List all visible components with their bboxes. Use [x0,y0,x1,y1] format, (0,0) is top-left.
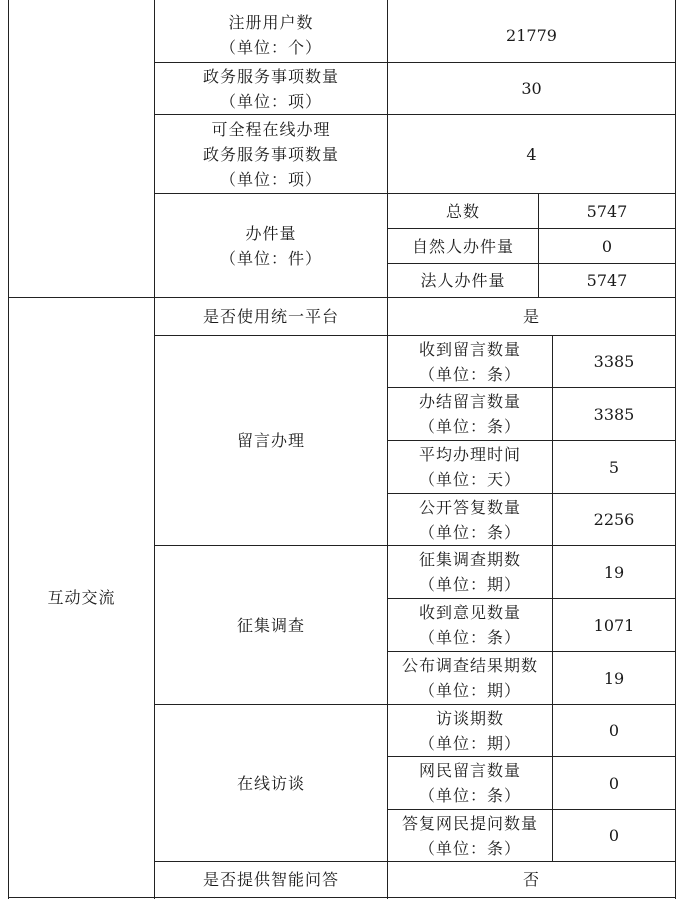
volume-legal-person-value [539,264,675,297]
unit-text: （单位：条） [418,628,521,647]
volume-label [155,194,387,297]
unit-text: （单位：条） [418,364,521,384]
value-text: 3385 [593,404,635,424]
label-text: 公开答复数量 [418,497,521,517]
value-text: 19 [603,668,625,688]
label-text: 自然人办件量 [411,236,514,256]
label-text: 公布调查结果期数 [401,656,538,675]
value-text: 5 [608,457,620,477]
label-text: 留言办理 [236,431,305,450]
unit-text: （单位：个） [219,38,322,57]
value-text: 1071 [593,615,635,635]
value-text: 30 [521,79,542,98]
online-items-label [155,115,387,193]
unit-text: （单位：条） [418,838,521,858]
label-text: 政务服务事项数量 [202,144,339,164]
volume-natural-person-value [539,229,675,263]
volume-total-value [539,194,675,228]
value-text: 否 [522,870,540,889]
label-text: 总数 [445,201,480,221]
table-border-right [675,0,676,899]
value-text: 5747 [586,201,628,221]
interview-label [155,705,387,861]
volume-total-label [388,194,538,228]
messages-label [155,336,387,545]
unified-platform-value [388,298,675,335]
value-text: 2256 [593,510,635,529]
messages-public-replies-label [388,494,552,545]
label-text: 收到意见数量 [418,603,521,622]
label-text: 政务服务事项数量 [202,66,339,86]
service-items-value [388,63,675,114]
label-text: 收到留言数量 [418,339,521,359]
value-text: 4 [526,144,537,164]
unit-text: （单位：条） [418,417,521,436]
value-text: 0 [608,826,620,845]
messages-closed-label [388,388,552,440]
label-text: 可全程在线办理 [211,119,331,139]
interaction-category-label [9,298,154,897]
unit-text: （单位：件） [219,248,322,268]
unit-text: （单位：项） [219,169,322,189]
interview-replies-value [553,810,675,861]
unit-text: （单位：期） [418,681,521,700]
value-text: 是 [522,307,540,326]
survey-periods-value [553,546,675,598]
value-text: 3385 [593,352,635,371]
interview-netizen-messages-label [388,757,552,809]
value-text: 19 [603,562,625,582]
interview-netizen-messages-value [553,757,675,809]
value-text: 21779 [506,25,557,45]
value-text: 5747 [586,271,628,290]
label-text: 征集调查期数 [418,550,521,569]
value-text: 0 [601,236,613,256]
smart-qa-label [155,862,387,897]
smart-qa-value [388,862,675,897]
interview-periods-value [553,705,675,756]
unified-platform-label [155,298,387,335]
survey-opinions-value [553,599,675,651]
value-text: 0 [608,773,620,793]
messages-public-replies-value [553,494,675,545]
unit-text: （单位：天） [418,470,521,489]
service-items-label [155,63,387,114]
interview-replies-label [388,810,552,861]
interview-periods-label [388,705,552,756]
online-items-value [388,115,675,193]
label-text: 网民留言数量 [418,761,521,780]
volume-natural-person-label [388,229,538,263]
survey-periods-label [388,546,552,598]
unit-text: （单位：条） [418,786,521,805]
registered-users-value [388,8,675,62]
label-text: 答复网民提问数量 [401,813,538,833]
survey-results-label [388,652,552,704]
label-text: 互动交流 [47,588,116,607]
unit-text: （单位：期） [418,733,521,753]
label-text: 在线访谈 [236,773,305,793]
label-text: 征集调查 [236,615,305,635]
unit-text: （单位：条） [418,522,521,542]
label-text: 访谈期数 [435,708,504,728]
volume-legal-person-label [388,264,538,297]
table-border-bottom [8,897,676,898]
value-text: 0 [608,721,620,740]
label-text: 注册用户数 [228,13,314,32]
label-text: 办结留言数量 [418,392,521,411]
unit-text: （单位：项） [219,91,322,111]
registered-users-label [155,8,387,62]
messages-closed-value [553,388,675,440]
unit-text: （单位：期） [418,575,521,594]
label-text: 平均办理时间 [418,445,521,464]
messages-avg-time-value [553,441,675,493]
label-text: 法人办件量 [420,271,506,290]
messages-received-value [553,336,675,387]
messages-received-label [388,336,552,387]
label-text: 是否使用统一平台 [202,307,339,326]
survey-label [155,546,387,704]
label-text: 办件量 [245,223,297,243]
messages-avg-time-label [388,441,552,493]
survey-results-value [553,652,675,704]
label-text: 是否提供智能问答 [202,870,339,889]
survey-opinions-label [388,599,552,651]
